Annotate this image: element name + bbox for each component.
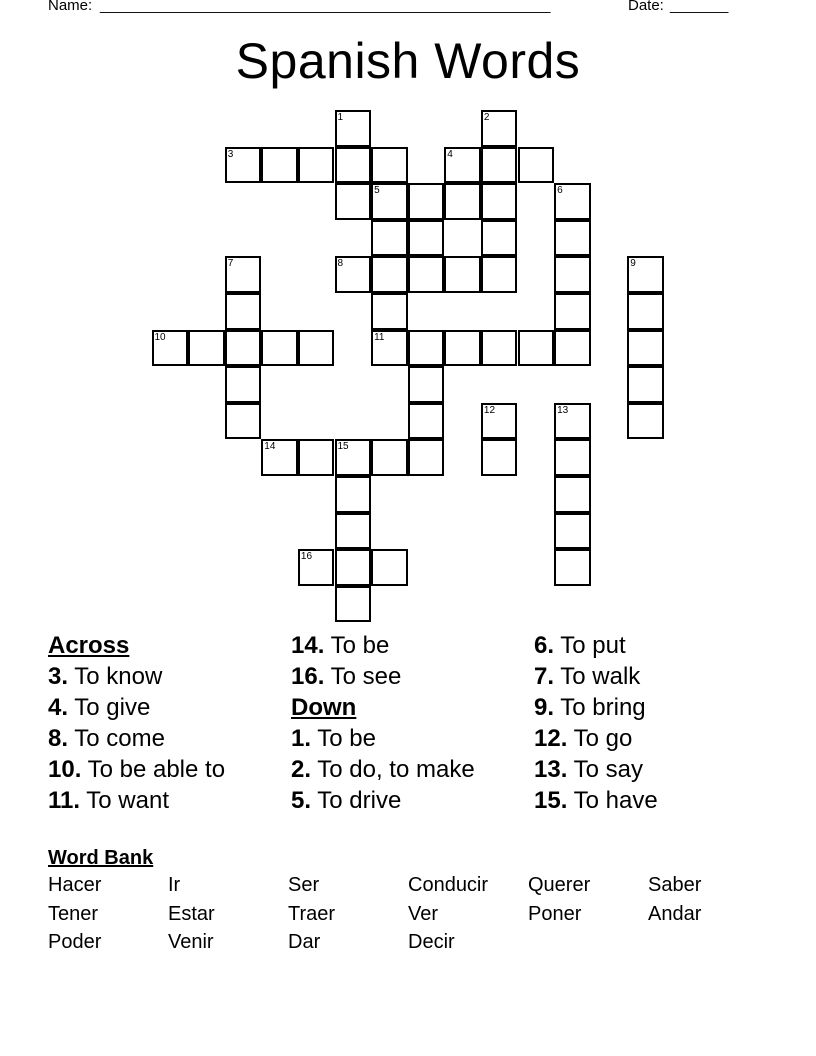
cell-number: 1 [337, 112, 344, 123]
word-bank-item: Ir [168, 874, 181, 896]
word-bank-item: Dar [288, 931, 321, 953]
cell-number: 8 [337, 258, 344, 270]
crossword-cell[interactable] [335, 513, 372, 550]
word-bank-item: Decir [408, 931, 455, 953]
crossword-cell[interactable] [298, 439, 335, 476]
across-heading: Across [48, 632, 130, 659]
word-bank-item: Estar [168, 902, 215, 925]
word-bank [48, 845, 768, 957]
date-label: Date: [628, 0, 664, 14]
clue-text: To want [80, 787, 169, 814]
word-bank-item: Venir [168, 931, 214, 953]
clue-number: 4. [48, 694, 69, 721]
cell-number: 4 [447, 148, 453, 160]
crossword-cell[interactable] [225, 256, 262, 293]
clue-down-5 [291, 785, 531, 816]
word-bank-item: Andar [648, 902, 702, 925]
cell-number: 13 [557, 404, 569, 416]
crossword-cell[interactable] [627, 366, 664, 403]
crossword-cell[interactable] [371, 439, 408, 476]
crossword-cell[interactable] [481, 147, 518, 184]
cell-number: 6 [557, 185, 563, 197]
clue-column-3 [534, 630, 774, 816]
clue-down-13 [534, 754, 774, 785]
crossword-cell[interactable] [554, 183, 591, 220]
crossword-cell[interactable] [481, 110, 518, 147]
crossword-cell[interactable] [225, 403, 262, 440]
clue-column-1 [48, 630, 288, 816]
clue-text: To go [567, 725, 633, 752]
crossword-cell[interactable] [408, 403, 445, 440]
crossword-cell[interactable] [371, 183, 408, 220]
clue-text: To see [324, 663, 402, 690]
word-bank-title: Word Bank [48, 847, 154, 869]
crossword-cell[interactable] [188, 330, 225, 367]
crossword-cell[interactable] [225, 366, 262, 403]
crossword-cell[interactable] [554, 330, 591, 367]
crossword-cell[interactable] [554, 256, 591, 293]
clue-down-1 [291, 723, 531, 754]
crossword-cell[interactable] [518, 330, 555, 367]
crossword-cell[interactable] [335, 147, 372, 184]
crossword-cell[interactable] [481, 330, 518, 367]
clue-across-11 [48, 785, 288, 816]
clue-text: To do, to make [311, 756, 475, 783]
cell-number: 7 [227, 258, 234, 270]
clue-down-9 [534, 692, 774, 723]
word-bank-item: Tener [48, 902, 99, 925]
cell-number: 15 [337, 441, 349, 453]
clue-number: 1. [291, 725, 312, 752]
crossword-cell[interactable] [518, 147, 555, 184]
clue-number: 13. [534, 756, 568, 783]
crossword-cell[interactable] [298, 147, 335, 184]
clue-number: 8. [48, 725, 69, 752]
crossword-cell[interactable] [261, 330, 298, 367]
crossword-cell[interactable] [444, 256, 481, 293]
word-bank-item: Poder [48, 931, 102, 953]
page-title: Spanish Words [235, 33, 581, 89]
crossword-cell[interactable] [554, 476, 591, 513]
word-bank-list [48, 871, 768, 957]
crossword-cell[interactable] [481, 256, 518, 293]
clue-number: 9. [534, 694, 555, 721]
crossword-cell[interactable] [554, 549, 591, 586]
crossword-cell[interactable] [298, 549, 335, 586]
crossword-cell[interactable] [554, 220, 591, 257]
word-bank-item: Conducir [408, 874, 489, 896]
crossword-cell[interactable] [335, 476, 372, 513]
cell-number: 10 [154, 331, 166, 343]
crossword-cell[interactable] [627, 403, 664, 440]
clue-text: To bring [554, 694, 646, 721]
clue-across-4 [48, 692, 288, 723]
word-bank-item: Traer [288, 902, 336, 925]
word-bank-item: Querer [528, 874, 591, 896]
clue-across-14 [291, 630, 531, 661]
cell-number: 16 [300, 551, 313, 563]
crossword-cell[interactable] [481, 220, 518, 257]
crossword-cell[interactable] [627, 256, 664, 293]
crossword-cell[interactable] [335, 183, 372, 220]
crossword-cell[interactable] [335, 439, 372, 476]
crossword-cell[interactable] [371, 549, 408, 586]
clue-text: To come [68, 725, 165, 752]
crossword-cell[interactable] [554, 403, 591, 440]
word-bank-item: Hacer [48, 874, 102, 896]
clue-down-12 [534, 723, 774, 754]
cell-number: 14 [264, 441, 276, 453]
crossword-cell[interactable] [371, 220, 408, 257]
crossword-cell[interactable] [261, 439, 298, 476]
name-field-line[interactable]: ______________________________________________________ [100, 0, 551, 14]
crossword-cell[interactable] [225, 147, 262, 184]
clue-down-7 [534, 661, 774, 692]
clue-number: 16. [291, 663, 325, 690]
cell-number: 9 [630, 258, 636, 270]
crossword-cell[interactable] [408, 330, 445, 367]
clue-number: 15. [534, 787, 568, 814]
name-label: Name: [48, 0, 93, 14]
crossword-cell[interactable] [371, 256, 408, 293]
crossword-cell[interactable] [554, 293, 591, 330]
clue-column-2 [291, 630, 531, 816]
crossword-cell[interactable] [408, 183, 445, 220]
crossword-cell[interactable] [335, 110, 372, 147]
clue-number: 5. [291, 787, 312, 814]
crossword-cell[interactable] [371, 147, 408, 184]
clue-down-15 [534, 785, 774, 816]
clue-text: To be [311, 725, 376, 752]
clue-number: 7. [534, 663, 555, 690]
word-bank-item: Poner [528, 902, 582, 925]
crossword-cell[interactable] [481, 183, 518, 220]
crossword-cell[interactable] [298, 330, 335, 367]
clue-text: To say [567, 756, 643, 783]
crossword-cell[interactable] [225, 293, 262, 330]
clue-text: To be [324, 632, 390, 659]
cell-number: 2 [483, 112, 490, 123]
clue-text: To have [567, 787, 658, 814]
crossword-cell[interactable] [335, 549, 372, 586]
crossword-cell[interactable] [444, 330, 481, 367]
crossword-cell[interactable] [335, 256, 372, 293]
crossword-cell[interactable] [408, 439, 445, 476]
crossword-cell[interactable] [335, 586, 372, 623]
cell-number: 11 [374, 331, 385, 343]
clue-text: To drive [311, 787, 402, 814]
crossword-cell[interactable] [444, 183, 481, 220]
clue-text: To give [68, 694, 151, 721]
clue-text: To put [554, 632, 626, 659]
cell-number: 3 [227, 148, 234, 160]
word-bank-item: Ser [288, 874, 320, 896]
clue-across-16 [291, 661, 531, 692]
clue-text: To be able to [81, 756, 226, 783]
clue-down-6 [534, 630, 774, 661]
crossword-cell[interactable] [444, 147, 481, 184]
clue-across-3 [48, 661, 288, 692]
crossword-cell[interactable] [371, 330, 408, 367]
clue-number: 3. [48, 663, 69, 690]
crossword-cell[interactable] [554, 513, 591, 550]
crossword-cell[interactable] [481, 439, 518, 476]
clue-text: To know [68, 663, 163, 690]
cell-number: 5 [374, 185, 380, 197]
clue-across-10 [48, 754, 288, 785]
crossword-cell[interactable] [627, 293, 664, 330]
clue-number: 14. [291, 632, 325, 659]
crossword-cell[interactable] [627, 330, 664, 367]
crossword-cell[interactable] [554, 439, 591, 476]
clue-number: 2. [291, 756, 312, 783]
crossword-cell[interactable] [408, 256, 445, 293]
clue-text: To walk [554, 663, 641, 690]
crossword-cell[interactable] [371, 293, 408, 330]
clue-number: 11. [48, 787, 81, 814]
crossword-cell[interactable] [408, 366, 445, 403]
down-heading: Down [291, 694, 357, 721]
word-bank-item: Saber [648, 874, 702, 896]
crossword-cell[interactable] [481, 403, 518, 440]
crossword-cell[interactable] [261, 147, 298, 184]
clue-across-8 [48, 723, 288, 754]
crossword-cell[interactable] [152, 330, 189, 367]
clue-down-2 [291, 754, 531, 785]
clue-number: 12. [534, 725, 568, 752]
crossword-cell[interactable] [225, 330, 262, 367]
clue-number: 10. [48, 756, 82, 783]
date-field-line[interactable]: _______ [670, 0, 729, 14]
crossword-cell[interactable] [408, 220, 445, 257]
word-bank-item: Ver [408, 902, 439, 925]
clue-number: 6. [534, 632, 555, 659]
cell-number: 12 [483, 404, 496, 416]
